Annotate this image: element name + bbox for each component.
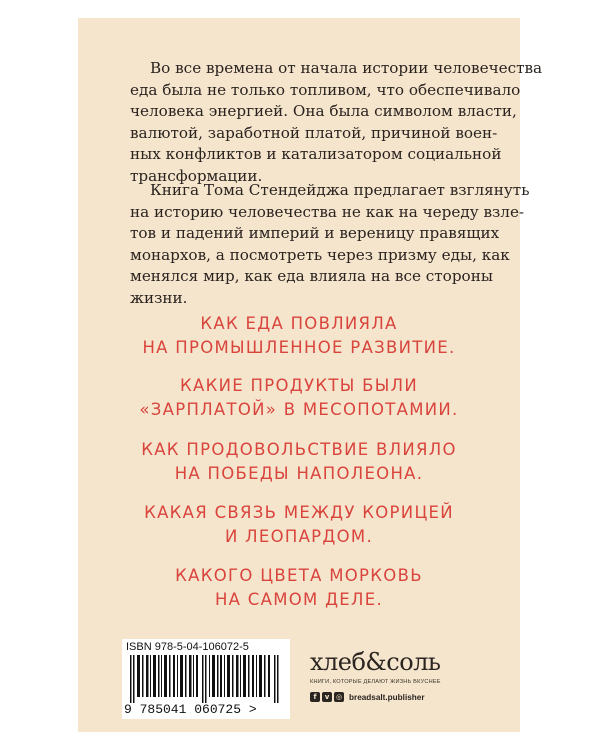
publisher-tagline: КНИГИ, КОТОРЫЕ ДЕЛАЮТ ЖИЗНЬ ВКУСНЕЕ [310,679,441,685]
paragraph-line: еда была не только топливом, что обеспечивало [130,80,521,99]
description-paragraph-1 [130,58,543,188]
headline-line: НА САМОМ ДЕЛЕ. [214,590,384,609]
paragraph-line: менялся мир, как еда влияла на все стороны [130,267,493,286]
headline-item [78,438,520,486]
paragraph-line: жизни. [130,288,188,307]
headline-line: КАКАЯ СВЯЗЬ МЕЖДУ КОРИЦЕЙ [144,503,454,522]
barcode-block [122,639,290,719]
headline-line: КАКОГО ЦВЕТА МОРКОВЬ [175,566,423,585]
headline-line: «ЗАРПЛАТОЙ» В МЕСОПОТАМИИ. [139,400,459,419]
vk-icon[interactable]: v [322,692,332,702]
paragraph-line: ных конфликтов и катализатором социальной [130,145,502,164]
headline-line: КАК ПРОДОВОЛЬСТВИЕ ВЛИЯЛО [141,440,457,459]
facebook-icon[interactable]: f [310,692,320,702]
barcode-digits: 9 785041 060725 > [124,702,257,717]
publisher-handle[interactable]: breadsalt.publisher [349,692,425,702]
headline-item [78,312,520,360]
instagram-icon[interactable]: ◎ [335,693,343,701]
headline-item [78,564,520,612]
headline-line: КАК ЕДА ПОВЛИЯЛА [200,314,398,333]
headline-item [78,501,520,549]
paragraph-line: человека энергией. Она была символом власти, [130,102,517,121]
headline-item [78,374,520,422]
headline-line: НА ПОБЕДЫ НАПОЛЕОНА. [174,464,424,483]
social-links [310,691,425,703]
headline-line: И ЛЕОПАРДОМ. [224,527,373,546]
paragraph-line: трансформации. [130,166,263,185]
paragraph-line: Во все времена от начала истории человечества [150,59,543,77]
headline-line: КАКИЕ ПРОДУКТЫ БЫЛИ [180,376,418,395]
headline-line: НА ПРОМЫШЛЕННОЕ РАЗВИТИЕ. [142,338,456,357]
description-paragraph-2 [130,180,530,310]
isbn-label: ISBN 978-5-04-106072-5 [126,641,249,653]
barcode-icon [128,655,284,703]
publisher-logo: хлеб&соль [310,648,441,676]
paragraph-line: валютой, заработной платой, причиной воен- [130,123,498,142]
paragraph-line: тов и падений империй и вереницу правящих [130,224,500,243]
paragraph-line: монархов, а посмотреть через призму еды, как [130,245,510,264]
book-back-cover [78,18,543,732]
paragraph-line: на историю человечества не как на череду взле- [130,202,525,221]
paragraph-line: Книга Тома Стендейджа предлагает взглянуть [150,181,530,199]
